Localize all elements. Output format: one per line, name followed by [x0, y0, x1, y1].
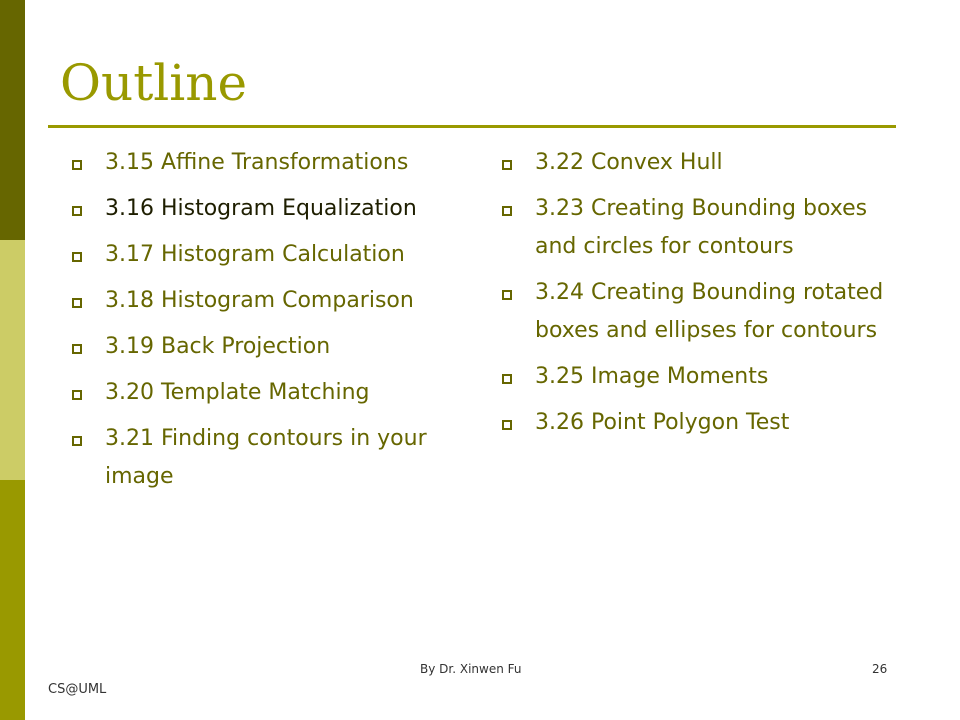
- footer-org: CS@UML: [48, 682, 107, 697]
- hollow-square-bullet-icon: [72, 206, 82, 216]
- hollow-square-bullet-icon: [502, 160, 512, 170]
- side-bar-light: [0, 240, 25, 480]
- side-bar-olive: [0, 480, 25, 720]
- hollow-square-bullet-icon: [72, 160, 82, 170]
- outline-item-text: 3.23 Creating Bounding boxes and circles for contours: [535, 196, 868, 259]
- outline-item-text: 3.15 Affine Transformations: [105, 150, 409, 175]
- outline-right-column: [500, 144, 900, 450]
- outline-item: [500, 190, 900, 266]
- hollow-square-bullet-icon: [502, 206, 512, 216]
- hollow-square-bullet-icon: [72, 252, 82, 262]
- outline-item: [500, 274, 900, 350]
- hollow-square-bullet-icon: [502, 290, 512, 300]
- side-bar-dark: [0, 0, 25, 240]
- hollow-square-bullet-icon: [72, 344, 82, 354]
- hollow-square-bullet-icon: [72, 390, 82, 400]
- outline-item-text: 3.26 Point Polygon Test: [535, 410, 790, 435]
- title-divider: [48, 125, 896, 128]
- slide-title: Outline: [60, 54, 248, 112]
- outline-item-text: 3.21 Finding contours in your image: [105, 426, 427, 489]
- footer-author: By Dr. Xinwen Fu: [420, 662, 522, 676]
- outline-item: [500, 144, 900, 182]
- outline-item: [70, 282, 482, 320]
- hollow-square-bullet-icon: [72, 298, 82, 308]
- outline-item: [70, 236, 482, 274]
- outline-item: [70, 420, 482, 496]
- outline-item-text: 3.18 Histogram Comparison: [105, 288, 414, 313]
- hollow-square-bullet-icon: [502, 374, 512, 384]
- page-number: 26: [872, 662, 888, 676]
- outline-item-text: 3.20 Template Matching: [105, 380, 370, 405]
- outline-item: [70, 144, 482, 182]
- outline-item: [70, 190, 482, 228]
- hollow-square-bullet-icon: [502, 420, 512, 430]
- outline-item-text: 3.16 Histogram Equalization: [105, 196, 417, 221]
- outline-item: [500, 404, 900, 442]
- outline-item: [70, 328, 482, 366]
- hollow-square-bullet-icon: [72, 436, 82, 446]
- outline-item-text: 3.19 Back Projection: [105, 334, 331, 359]
- outline-item: [500, 358, 900, 396]
- outline-item-text: 3.22 Convex Hull: [535, 150, 723, 175]
- outline-item: [70, 374, 482, 412]
- outline-item-text: 3.17 Histogram Calculation: [105, 242, 405, 267]
- outline-left-column: [70, 144, 482, 504]
- outline-item-text: 3.25 Image Moments: [535, 364, 769, 389]
- outline-item-text: 3.24 Creating Bounding rotated boxes and ellipses for contours: [535, 280, 884, 343]
